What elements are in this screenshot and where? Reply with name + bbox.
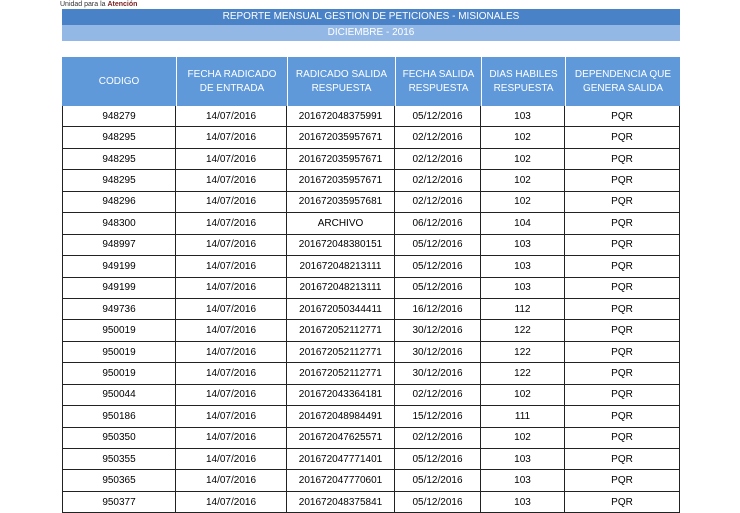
cell-radicado-salida: 201672047625571: [287, 428, 395, 449]
cell-fecha-radicado: 14/07/2016: [176, 278, 287, 299]
cell-dependencia: PQR: [565, 406, 680, 427]
cell-fecha-radicado: 14/07/2016: [176, 492, 287, 513]
cell-codigo: 948997: [62, 235, 176, 256]
cell-fecha-salida: 02/12/2016: [395, 170, 481, 191]
cell-dias-habiles: 102: [481, 149, 565, 170]
table-row: [62, 406, 680, 427]
cell-codigo: 948279: [62, 106, 176, 127]
cell-codigo: 949736: [62, 299, 176, 320]
cell-fecha-radicado: 14/07/2016: [176, 363, 287, 384]
cell-dependencia: PQR: [565, 320, 680, 341]
cell-codigo: 950019: [62, 342, 176, 363]
cell-fecha-radicado: 14/07/2016: [176, 428, 287, 449]
cell-fecha-salida: 02/12/2016: [395, 149, 481, 170]
cell-fecha-radicado: 14/07/2016: [176, 320, 287, 341]
table-row: [62, 256, 680, 277]
cell-dependencia: PQR: [565, 256, 680, 277]
cell-fecha-radicado: 14/07/2016: [176, 299, 287, 320]
cell-codigo: 950355: [62, 449, 176, 470]
cell-radicado-salida: 201672052112771: [287, 320, 395, 341]
column-header-radicado-salida: RADICADO SALIDA RESPUESTA: [287, 57, 395, 106]
cell-codigo: 950350: [62, 428, 176, 449]
table-row: [62, 235, 680, 256]
cell-codigo: 950019: [62, 363, 176, 384]
report-period: DICIEMBRE - 2016: [62, 25, 680, 41]
cell-dias-habiles: 102: [481, 192, 565, 213]
cell-codigo: 949199: [62, 256, 176, 277]
table-row: [62, 192, 680, 213]
cell-dias-habiles: 102: [481, 127, 565, 148]
cell-dias-habiles: 103: [481, 449, 565, 470]
cell-fecha-radicado: 14/07/2016: [176, 106, 287, 127]
table-row: [62, 428, 680, 449]
cell-radicado-salida: 201672052112771: [287, 363, 395, 384]
cell-dependencia: PQR: [565, 363, 680, 384]
cell-dependencia: PQR: [565, 192, 680, 213]
cell-fecha-radicado: 14/07/2016: [176, 149, 287, 170]
cell-dias-habiles: 103: [481, 256, 565, 277]
cell-radicado-salida: 201672047770601: [287, 470, 395, 491]
cell-codigo: 948295: [62, 149, 176, 170]
cell-radicado-salida: 201672048375991: [287, 106, 395, 127]
cell-dependencia: PQR: [565, 127, 680, 148]
column-header-fecha-radicado: FECHA RADICADO DE ENTRADA: [176, 57, 287, 106]
table-row: [62, 278, 680, 299]
table-row: [62, 149, 680, 170]
cell-fecha-radicado: 14/07/2016: [176, 470, 287, 491]
cell-radicado-salida: 201672048984491: [287, 406, 395, 427]
cell-dependencia: PQR: [565, 385, 680, 406]
table-row: [62, 170, 680, 191]
cell-fecha-salida: 05/12/2016: [395, 492, 481, 513]
logo-emphasis: Atención: [107, 1, 138, 8]
table-row: [62, 106, 680, 127]
table-body: [62, 106, 680, 513]
cell-codigo: 948295: [62, 127, 176, 148]
cell-radicado-salida: 201672050344411: [287, 299, 395, 320]
cell-dependencia: PQR: [565, 299, 680, 320]
cell-radicado-salida: 201672043364181: [287, 385, 395, 406]
cell-fecha-salida: 30/12/2016: [395, 363, 481, 384]
cell-dependencia: PQR: [565, 149, 680, 170]
column-header-dias-habiles: DIAS HABILES RESPUESTA: [481, 57, 565, 106]
cell-radicado-salida: 201672035957671: [287, 170, 395, 191]
cell-fecha-salida: 05/12/2016: [395, 278, 481, 299]
cell-fecha-salida: 30/12/2016: [395, 342, 481, 363]
cell-fecha-salida: 05/12/2016: [395, 449, 481, 470]
cell-radicado-salida: ARCHIVO: [287, 213, 395, 234]
table-row: [62, 363, 680, 384]
table-row: [62, 213, 680, 234]
cell-fecha-salida: 30/12/2016: [395, 320, 481, 341]
cell-fecha-radicado: 14/07/2016: [176, 192, 287, 213]
column-header-dependencia: DEPENDENCIA QUE GENERA SALIDA: [565, 57, 680, 106]
cell-fecha-salida: 05/12/2016: [395, 235, 481, 256]
cell-codigo: 950365: [62, 470, 176, 491]
table-row: [62, 299, 680, 320]
cell-dias-habiles: 102: [481, 170, 565, 191]
report-title: REPORTE MENSUAL GESTION DE PETICIONES - MISIONALES: [62, 9, 680, 25]
cell-fecha-salida: 02/12/2016: [395, 428, 481, 449]
cell-dependencia: PQR: [565, 278, 680, 299]
cell-fecha-radicado: 14/07/2016: [176, 127, 287, 148]
cell-codigo: 950186: [62, 406, 176, 427]
cell-fecha-radicado: 14/07/2016: [176, 235, 287, 256]
cell-fecha-salida: 02/12/2016: [395, 192, 481, 213]
cell-dias-habiles: 102: [481, 385, 565, 406]
cell-codigo: 950019: [62, 320, 176, 341]
cell-codigo: 950044: [62, 385, 176, 406]
cell-dias-habiles: 111: [481, 406, 565, 427]
column-header-fecha-salida: FECHA SALIDA RESPUESTA: [395, 57, 481, 106]
table-row: [62, 320, 680, 341]
cell-dias-habiles: 103: [481, 470, 565, 491]
table-row: [62, 470, 680, 491]
cell-fecha-radicado: 14/07/2016: [176, 256, 287, 277]
cell-codigo: 949199: [62, 278, 176, 299]
cell-radicado-salida: 201672047771401: [287, 449, 395, 470]
table-row: [62, 449, 680, 470]
cell-fecha-radicado: 14/07/2016: [176, 170, 287, 191]
cell-dependencia: PQR: [565, 235, 680, 256]
table-row: [62, 342, 680, 363]
logo-text: Unidad para la Atención: [60, 1, 138, 8]
cell-fecha-radicado: 14/07/2016: [176, 385, 287, 406]
cell-dias-habiles: 103: [481, 106, 565, 127]
cell-dependencia: PQR: [565, 492, 680, 513]
cell-fecha-radicado: 14/07/2016: [176, 213, 287, 234]
cell-dias-habiles: 122: [481, 320, 565, 341]
cell-dependencia: PQR: [565, 170, 680, 191]
cell-dias-habiles: 102: [481, 428, 565, 449]
cell-dependencia: PQR: [565, 342, 680, 363]
table-row: [62, 385, 680, 406]
column-header-codigo: CODIGO: [98, 75, 140, 87]
cell-codigo: 948296: [62, 192, 176, 213]
cell-dependencia: PQR: [565, 213, 680, 234]
cell-dependencia: PQR: [565, 428, 680, 449]
cell-radicado-salida: 201672035957671: [287, 149, 395, 170]
cell-dependencia: PQR: [565, 106, 680, 127]
cell-fecha-salida: 05/12/2016: [395, 106, 481, 127]
cell-fecha-salida: 06/12/2016: [395, 213, 481, 234]
cell-dias-habiles: 112: [481, 299, 565, 320]
table-row: [62, 492, 680, 513]
cell-fecha-salida: 15/12/2016: [395, 406, 481, 427]
cell-radicado-salida: 201672048375841: [287, 492, 395, 513]
cell-fecha-salida: 05/12/2016: [395, 470, 481, 491]
cell-codigo: 948295: [62, 170, 176, 191]
cell-fecha-salida: 16/12/2016: [395, 299, 481, 320]
cell-dependencia: PQR: [565, 470, 680, 491]
logo: [60, 0, 164, 9]
table-header: [62, 57, 680, 106]
cell-fecha-salida: 05/12/2016: [395, 256, 481, 277]
cell-dependencia: PQR: [565, 449, 680, 470]
cell-dias-habiles: 122: [481, 363, 565, 384]
cell-fecha-salida: 02/12/2016: [395, 385, 481, 406]
cell-radicado-salida: 201672048213111: [287, 278, 395, 299]
cell-dias-habiles: 103: [481, 492, 565, 513]
cell-radicado-salida: 201672048380151: [287, 235, 395, 256]
cell-radicado-salida: 201672035957671: [287, 127, 395, 148]
cell-fecha-radicado: 14/07/2016: [176, 342, 287, 363]
cell-fecha-radicado: 14/07/2016: [176, 406, 287, 427]
cell-dias-habiles: 104: [481, 213, 565, 234]
table-row: [62, 127, 680, 148]
cell-dias-habiles: 103: [481, 278, 565, 299]
report-table: [62, 57, 680, 513]
cell-dias-habiles: 122: [481, 342, 565, 363]
cell-radicado-salida: 201672052112771: [287, 342, 395, 363]
cell-fecha-salida: 02/12/2016: [395, 127, 481, 148]
cell-radicado-salida: 201672048213111: [287, 256, 395, 277]
cell-radicado-salida: 201672035957681: [287, 192, 395, 213]
cell-dias-habiles: 103: [481, 235, 565, 256]
cell-fecha-radicado: 14/07/2016: [176, 449, 287, 470]
cell-codigo: 950377: [62, 492, 176, 513]
cell-codigo: 948300: [62, 213, 176, 234]
